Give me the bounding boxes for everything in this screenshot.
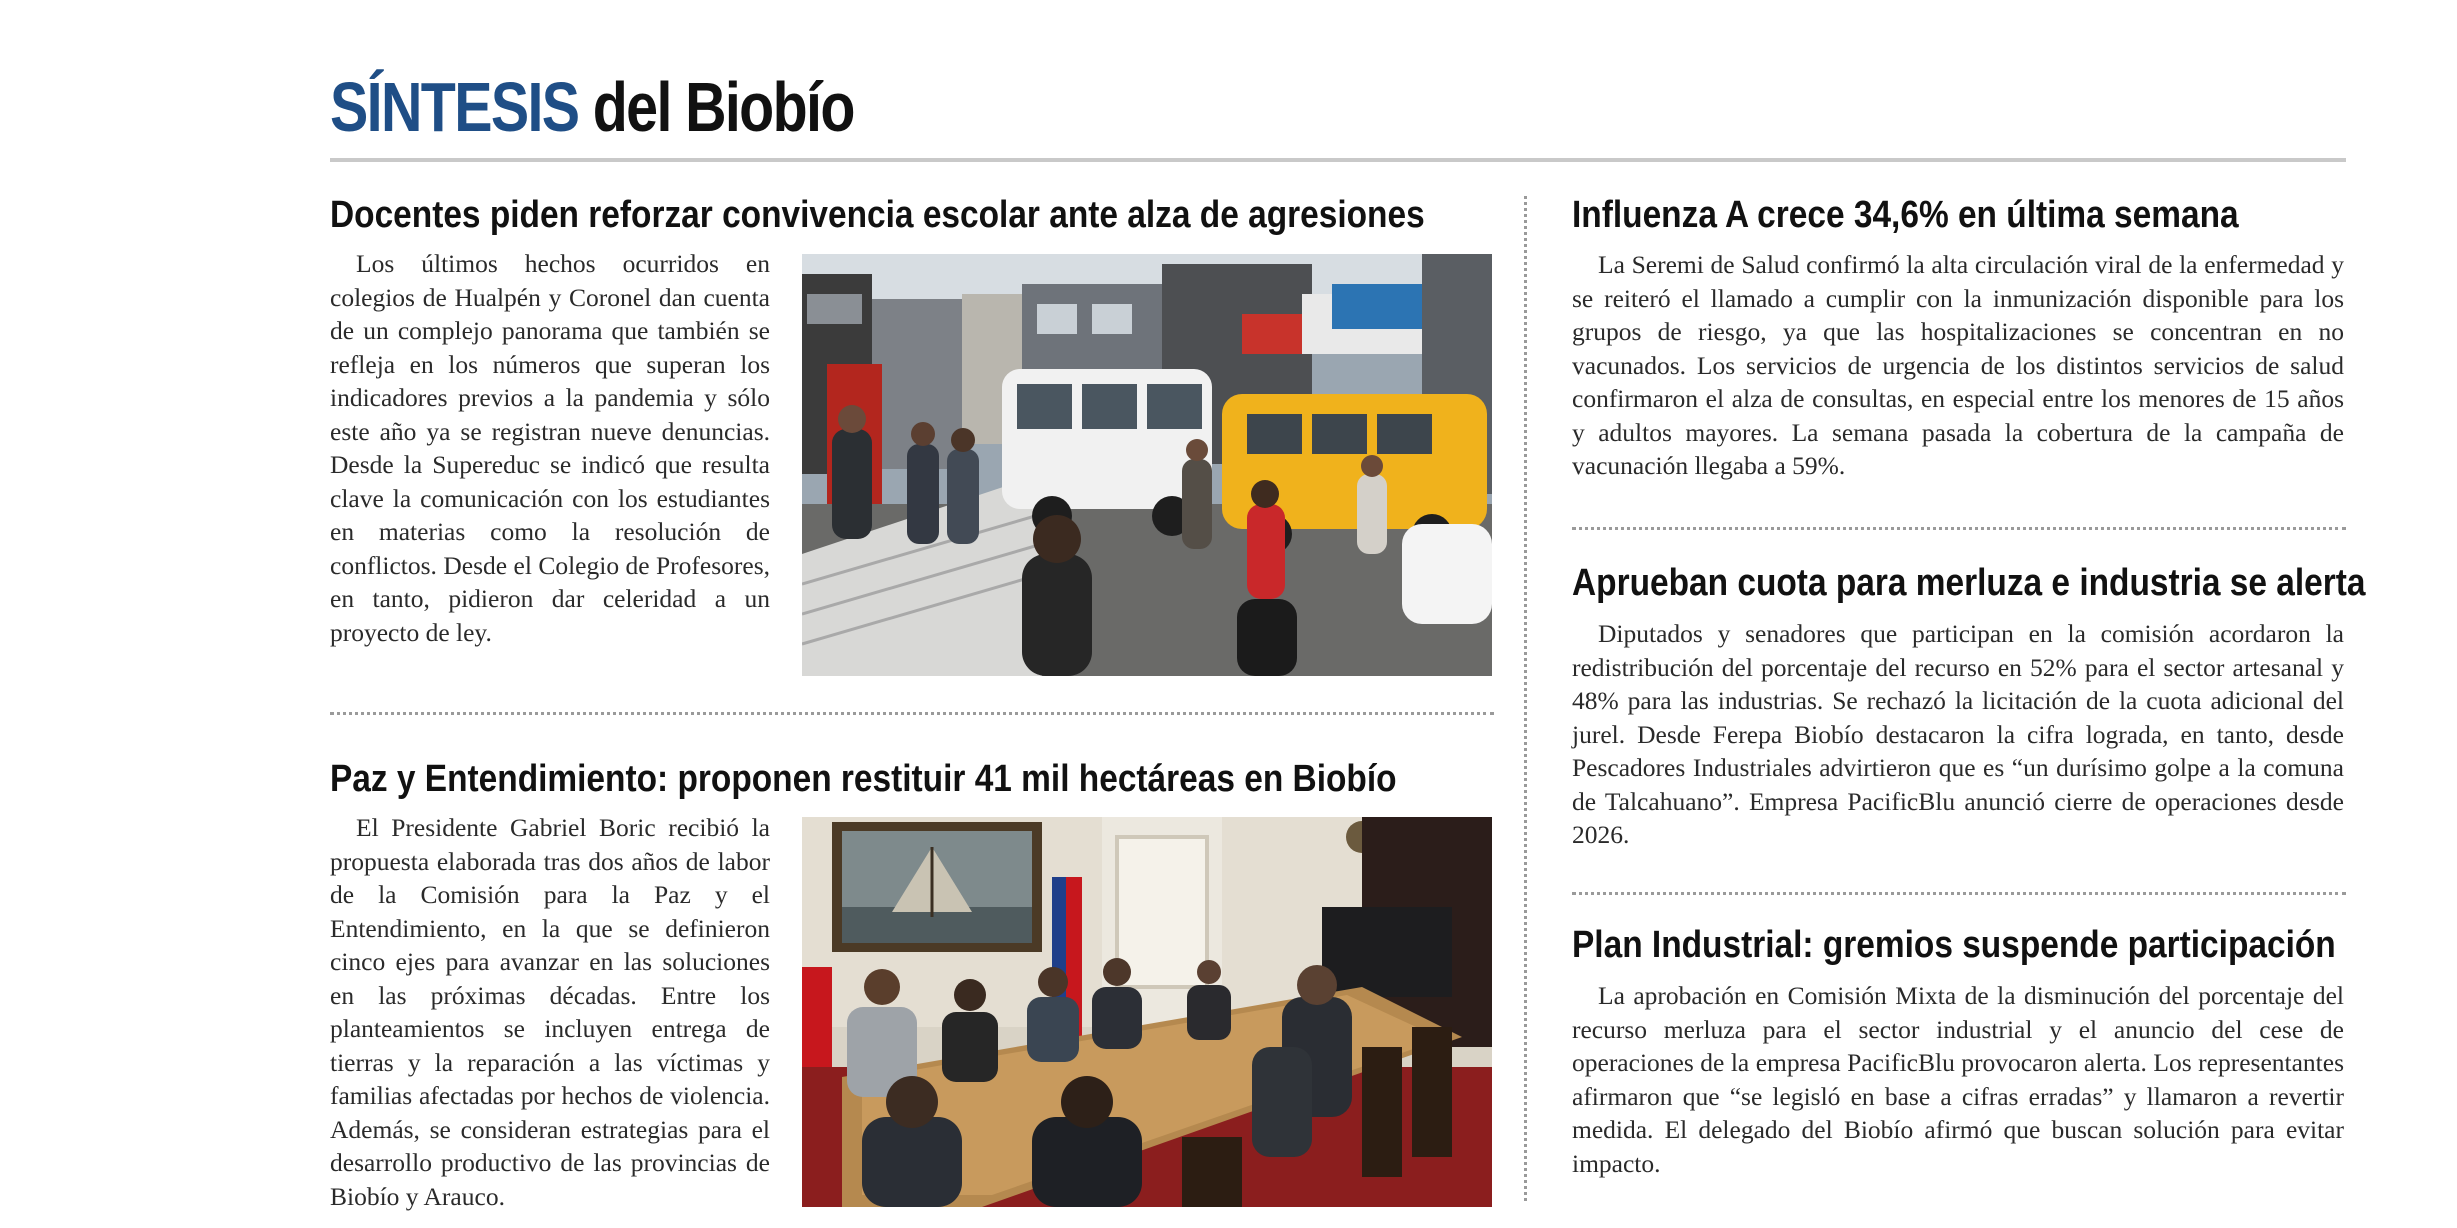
masthead-del-biobio: del Biobío [592,68,854,146]
headline-docentes: Docentes piden reforzar convivencia escolar ante alza de agresiones [330,194,1425,236]
masthead-sintesis: SÍNTESIS [330,68,579,146]
body-merluza: Diputados y senadores que participan en la comisión acordaron la redistribución del porcentaje del recurso en 52% para el sector artesanal y 48% para las industrias. Se rechazó la licitación de la cuota adicional del jurel. Desde Ferepa Biobío destacaron la cifra lograda, en tanto, desde Pescadores Industriales advirtieron que es “un durísimo golpe a la comuna de Talcahuano”. Empresa PacificBlu anunció cierre de operaciones desde 2026. [1572,619,2344,849]
divider-docentes-paz [330,712,1494,715]
body-paz: El Presidente Gabriel Boric recibió la propuesta elaborada tras dos años de labor de la Comisión para la Paz y el Entendimiento, en la que se definieron cinco ejes para avanzar en las soluciones en las próximas décadas. Entre los planteamientos se incluyen entrega de tierras y la reparación a las víctimas y familias afectadas por hechos de violencia. Además, se consideran estrategias para el desarrollo productivo de las provincias de Biobío y Arauco. [330,813,770,1211]
photo-commission-meeting [802,817,1492,1207]
headline-merluza: Aprueban cuota para merluza e industria se alerta [1572,562,2366,604]
masthead-rule [330,158,2346,162]
column-divider [1524,196,1527,1201]
photo-school-street [802,254,1492,676]
headline-influenza: Influenza A crece 34,6% en última semana [1572,194,2239,236]
body-docentes: Los últimos hechos ocurridos en colegios de Hualpén y Coronel dan cuenta de un complejo panorama que también se refleja en los números que superan los indicadores previos a la pandemia y sólo este año ya se registran nueve denuncias. Desde la Supereduc se indicó que resulta clave la comunicación con los estudiantes en materias como la resolución de conflictos. Desde el Colegio de Profesores, en tanto, pidieron dar celeridad a un proyecto de ley. [330,249,770,647]
body-plan-industrial: La aprobación en Comisión Mixta de la disminución del porcentaje del recurso merluza para el sector industrial y el anuncio del cese de operaciones de la empresa PacificBlu provocaron alerta. Los representantes afirmaron que “se legisló en base a cifras erradas” y llamaron a revertir medida. El delegado del Biobío afirmó que buscan solución para evitar impacto. [1572,981,2344,1178]
body-influenza: La Seremi de Salud confirmó la alta circulación viral de la enfermedad y se reiteró el llamado a cumplir con la inmunización disponible para los grupos de riesgo, ya que las hospitalizaciones se concentran en no vacunados. Los servicios de urgencia de los distintos servicios de salud confirmaron el alza de consultas, en especial entre los menores de 15 años y adultos mayores. La semana pasada la cobertura de la campaña de vacunación llegaba a 59%. [1572,250,2344,480]
divider-merluza-plan [1572,892,2346,895]
headline-paz: Paz y Entendimiento: proponen restituir 41 mil hectáreas en Biobío [330,758,1397,800]
section-masthead [330,62,854,152]
headline-plan-industrial: Plan Industrial: gremios suspende participación [1572,924,2336,966]
divider-influenza-merluza [1572,527,2346,530]
